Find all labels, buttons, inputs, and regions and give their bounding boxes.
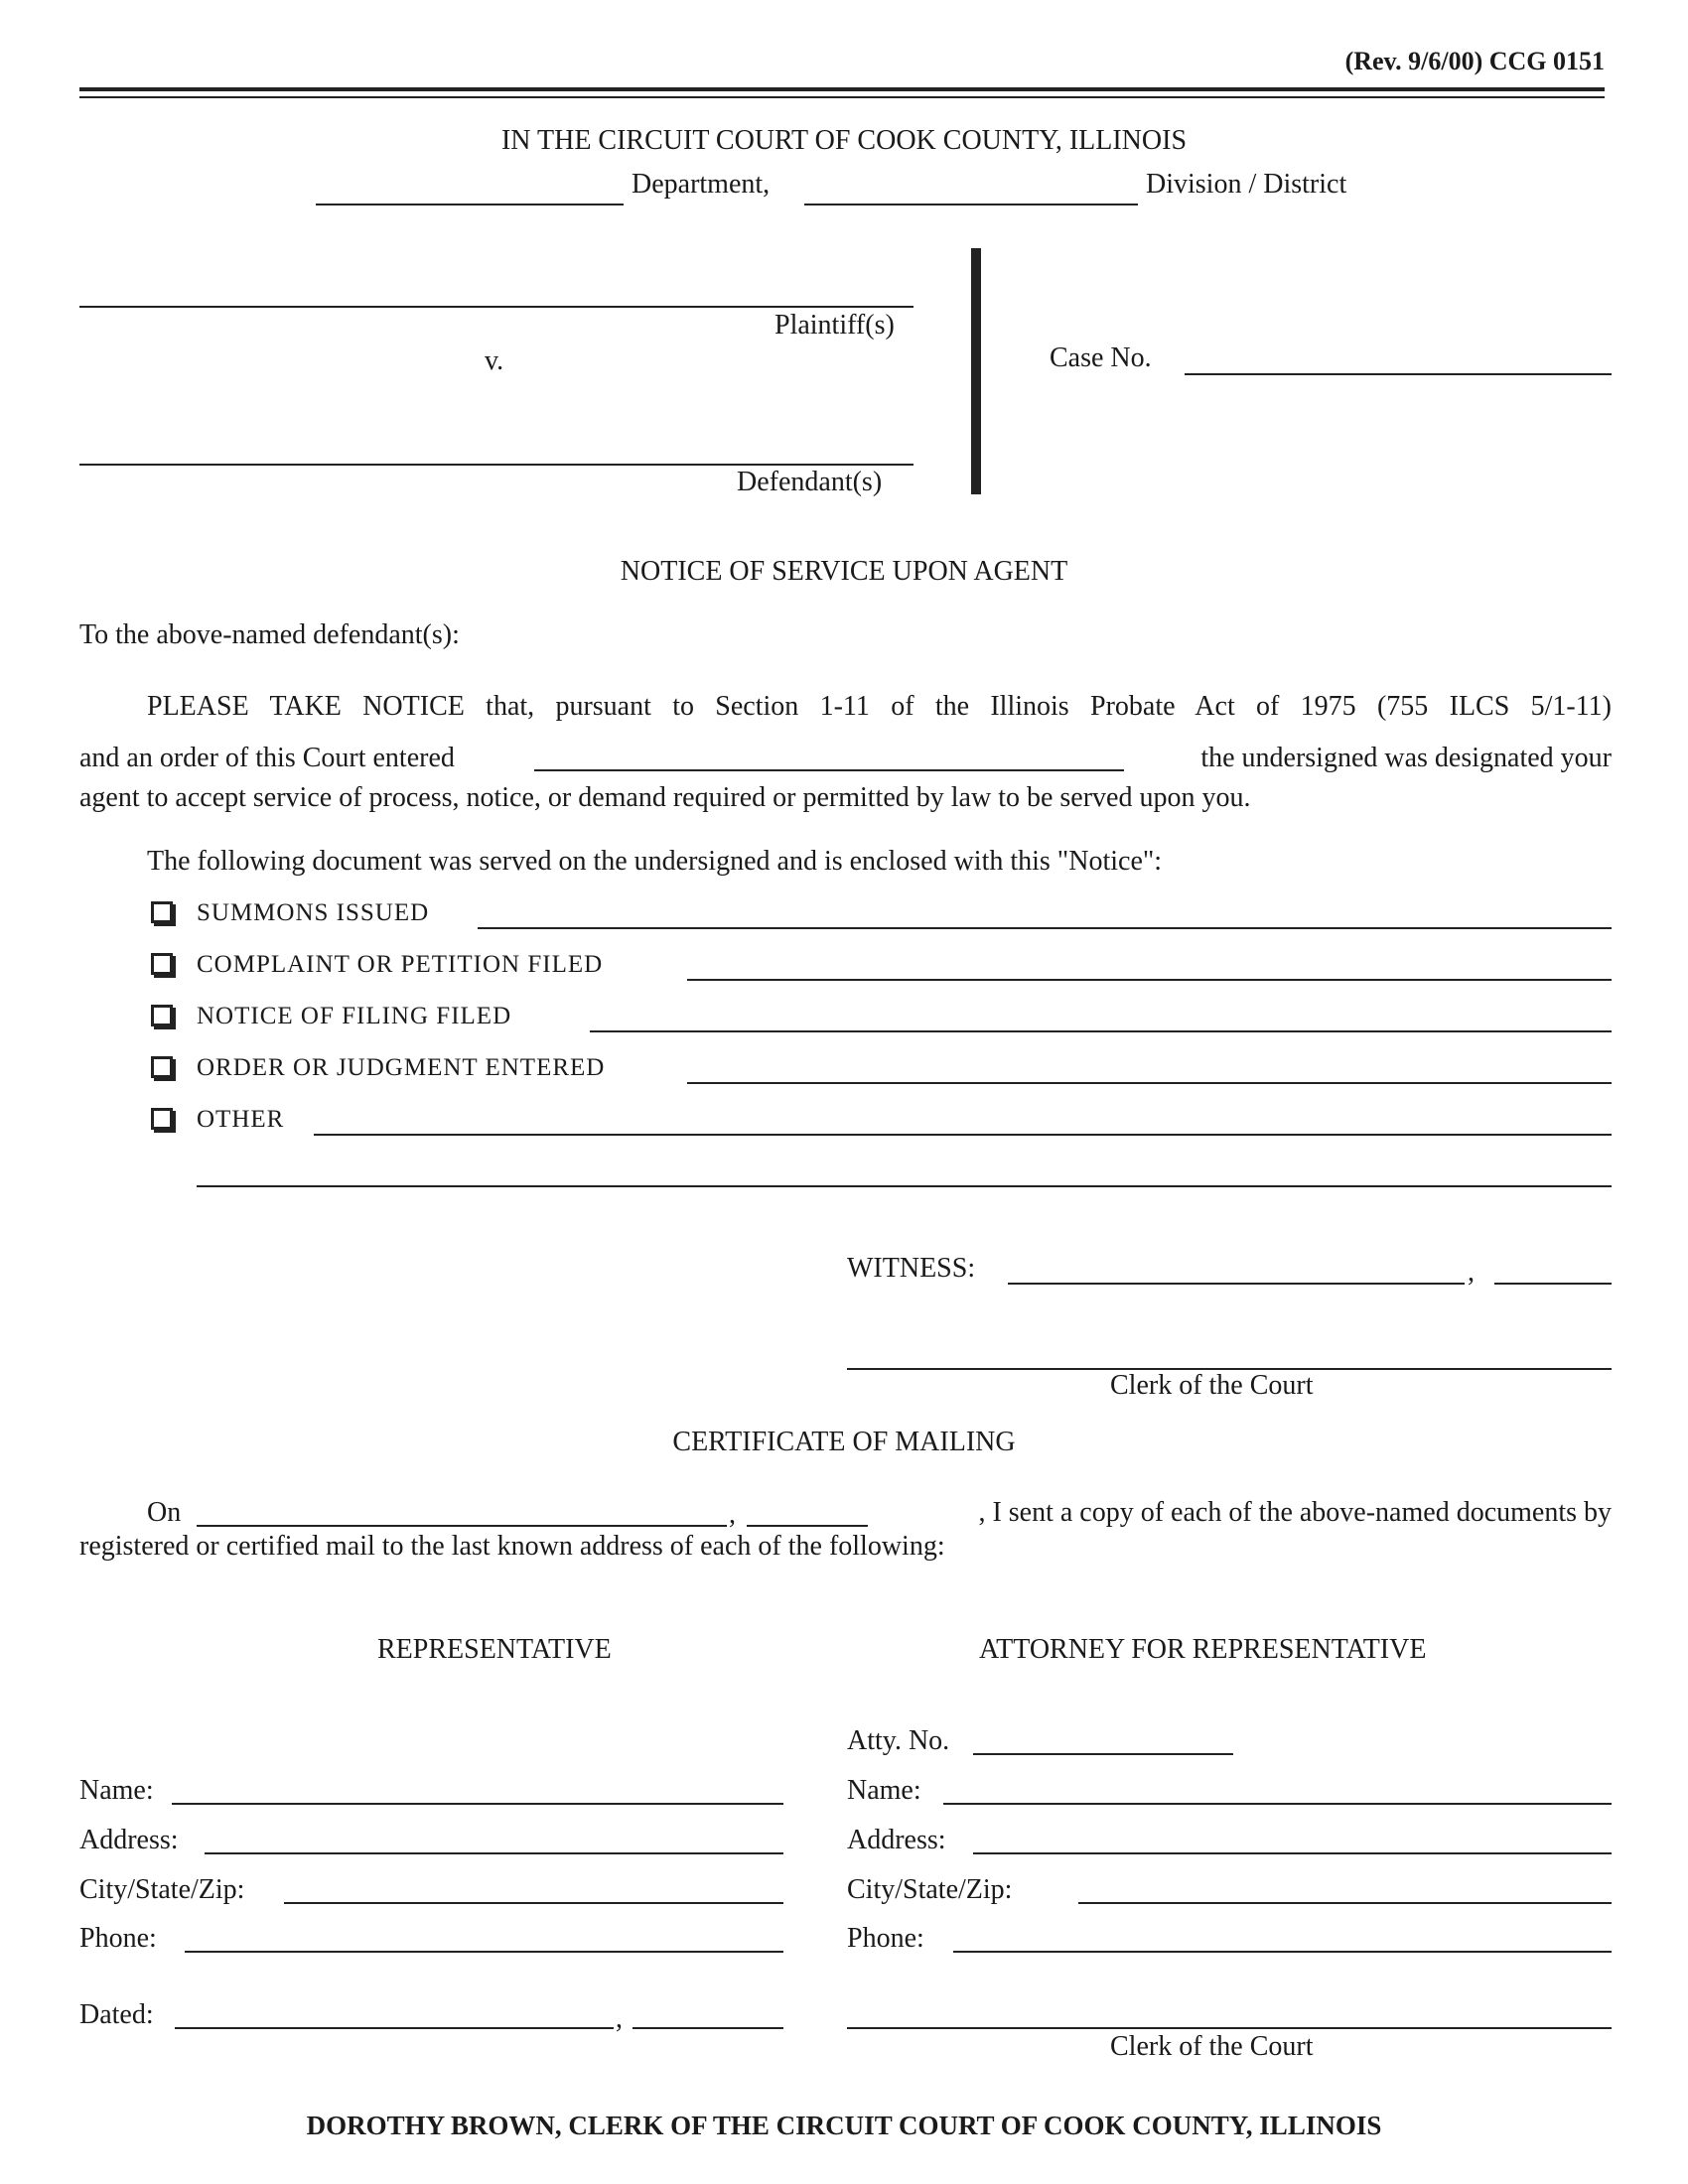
witness-date-field[interactable] [1008, 1283, 1465, 1285]
notice-para1-line2a: and an order of this Court entered [79, 743, 455, 773]
rep-phone-field[interactable] [185, 1951, 783, 1953]
summons-label: SUMMONS ISSUED [197, 899, 430, 926]
complaint-label: COMPLAINT OR PETITION FILED [197, 951, 604, 978]
notice-para1-line2b: the undersigned was designated your [1200, 743, 1612, 773]
notice-para2: The following document was served on the undersigned and is enclosed with this "Notice": [147, 846, 1163, 877]
court-title: IN THE CIRCUIT COURT OF COOK COUNTY, ILLINOIS [500, 125, 1188, 156]
other-field[interactable] [314, 1134, 1612, 1136]
rep-city-field[interactable] [284, 1902, 783, 1904]
notice-filing-label: NOTICE OF FILING FILED [197, 1003, 512, 1029]
defendant-field[interactable] [79, 464, 914, 466]
certificate-line2: registered or certified mail to the last known address of each of the following: [79, 1531, 945, 1562]
dated-comma: , [616, 2003, 623, 2034]
certificate-on-label: On [147, 1497, 182, 1528]
defendant-label: Defendant(s) [737, 467, 883, 497]
plaintiff-label: Plaintiff(s) [774, 310, 895, 341]
order-judgment-label: ORDER OR JUDGMENT ENTERED [197, 1054, 606, 1081]
atty-name-field[interactable] [943, 1803, 1612, 1805]
atty-no-field[interactable] [973, 1753, 1233, 1755]
dated-field[interactable] [175, 2027, 614, 2029]
rep-name-field[interactable] [172, 1803, 783, 1805]
division-label: Division / District [1146, 169, 1347, 200]
notice-title: NOTICE OF SERVICE UPON AGENT [620, 556, 1068, 587]
certificate-comma: , [729, 1499, 736, 1530]
rep-address-field[interactable] [205, 1852, 783, 1854]
rep-phone-label: Phone: [79, 1923, 157, 1954]
atty-phone-field[interactable] [953, 1951, 1612, 1953]
case-no-label: Case No. [1050, 342, 1152, 373]
rep-name-label: Name: [79, 1775, 154, 1806]
dated-year-field[interactable] [633, 2027, 783, 2029]
order-judgment-checkbox[interactable] [151, 1056, 173, 1078]
summons-field[interactable] [478, 927, 1612, 929]
other-field-line2[interactable] [197, 1185, 1612, 1187]
notice-salutation: To the above-named defendant(s): [79, 619, 460, 650]
notice-para1-line3: agent to accept service of process, notice, or demand required or permitted by law to be served upon you. [79, 782, 1251, 813]
complaint-field[interactable] [687, 979, 1612, 981]
notice-filing-field[interactable] [590, 1030, 1612, 1032]
attorney-heading: ATTORNEY FOR REPRESENTATIVE [979, 1634, 1427, 1665]
form-id: (Rev. 9/6/00) CCG 0151 [1344, 47, 1605, 75]
header-rule-thin [79, 96, 1605, 98]
case-no-field[interactable] [1185, 373, 1612, 375]
rep-city-label: City/State/Zip: [79, 1874, 245, 1905]
atty-city-label: City/State/Zip: [847, 1874, 1013, 1905]
atty-name-label: Name: [847, 1775, 921, 1806]
mailing-date-field[interactable] [197, 1525, 727, 1527]
witness-clerk-label: Clerk of the Court [1110, 1370, 1314, 1401]
witness-year-field[interactable] [1494, 1283, 1612, 1285]
mailing-year-field[interactable] [747, 1525, 868, 1527]
atty-no-label: Atty. No. [847, 1725, 950, 1756]
order-judgment-field[interactable] [687, 1082, 1612, 1084]
footer-clerk-line: DOROTHY BROWN, CLERK OF THE CIRCUIT COURT OF COOK COUNTY, ILLINOIS [306, 2111, 1382, 2140]
atty-city-field[interactable] [1078, 1902, 1612, 1904]
versus-label: v. [485, 345, 504, 376]
mailing-clerk-signature[interactable] [847, 2027, 1612, 2029]
atty-address-label: Address: [847, 1825, 946, 1855]
representative-heading: REPRESENTATIVE [377, 1634, 612, 1665]
header-rule-thick [79, 87, 1605, 91]
complaint-checkbox[interactable] [151, 953, 173, 975]
other-checkbox[interactable] [151, 1108, 173, 1130]
rep-address-label: Address: [79, 1825, 179, 1855]
mailing-clerk-label: Clerk of the Court [1110, 2031, 1314, 2062]
department-label: Department, [632, 169, 771, 200]
summons-checkbox[interactable] [151, 901, 173, 923]
witness-comma: , [1468, 1257, 1475, 1288]
other-label: OTHER [197, 1106, 285, 1133]
atty-phone-label: Phone: [847, 1923, 924, 1954]
department-field[interactable] [316, 204, 624, 205]
division-field[interactable] [804, 204, 1138, 205]
order-entered-field[interactable] [534, 769, 1124, 771]
atty-address-field[interactable] [973, 1852, 1612, 1854]
notice-filing-checkbox[interactable] [151, 1005, 173, 1026]
notice-para1-line1: PLEASE TAKE NOTICE that, pursuant to Section 1-11 of the Illinois Probate Act of 1975 (755 ILCS 5/1-11) [147, 691, 1612, 722]
witness-label: WITNESS: [847, 1253, 976, 1284]
dated-label: Dated: [79, 1999, 154, 2030]
caption-divider [971, 248, 981, 494]
certificate-line1-tail: , I sent a copy of each of the above-named documents by [978, 1497, 1612, 1528]
certificate-title: CERTIFICATE OF MAILING [672, 1427, 1016, 1457]
plaintiff-field[interactable] [79, 306, 914, 308]
